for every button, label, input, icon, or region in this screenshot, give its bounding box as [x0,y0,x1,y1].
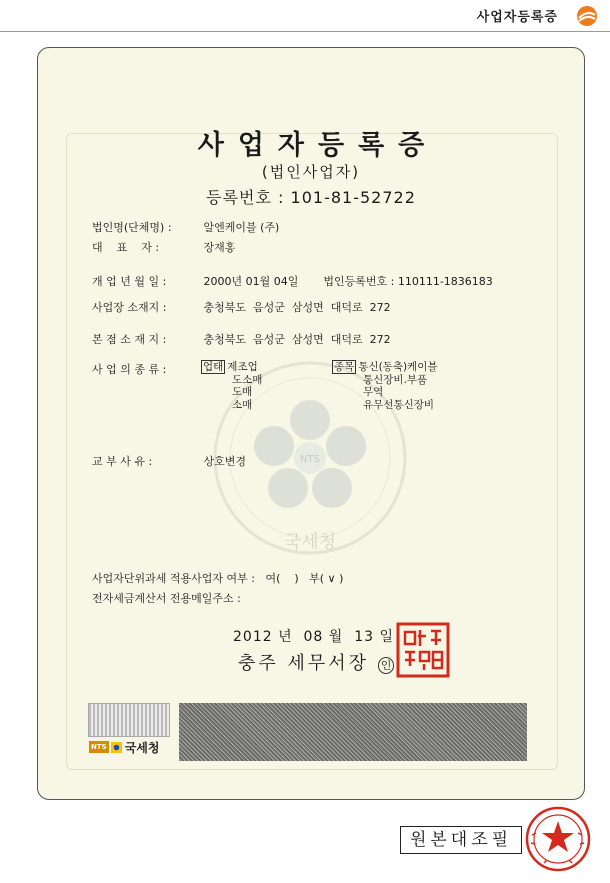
value-opening-date: 2000년 01월 04일 [203,275,299,288]
document-title: 사업자등록증 [197,130,439,161]
label-business-location: 사업장 소재지 : [92,301,167,314]
label-business-type: 사 업 의 종 류 : [92,363,167,376]
value-head-office: 충청북도 음성군 삼성면 대덕로 272 [203,333,391,346]
item-label: 종목 [334,361,355,373]
nts-flower-icon [111,742,122,753]
category-item: 도매 [232,386,253,398]
label-head-office: 본 점 소 재 지 : [92,333,167,346]
svg-text:NTS: NTS [300,454,320,465]
tax-office [238,649,394,675]
business-item-list [332,361,438,411]
row-opening-date [92,273,493,289]
category-item: 소매 [232,398,253,411]
category-label: 업태 [203,361,224,373]
row-representative [92,239,235,255]
issue-date: 2012 년 08 월 13 일 [233,629,394,645]
value-corp-reg: 110111-1836183 [397,275,493,288]
row-company-name [92,219,279,235]
barcode [88,703,170,737]
business-item: 무역 [363,386,384,398]
label-company-name: 법인명(단체명) : [92,221,172,234]
document-subtitle: (법인사업자) [261,163,361,181]
label-representative: 대 표 자 : [92,241,160,254]
business-item: 유무선통신장비 [363,398,435,411]
row-einvoice-email: 전자세금계산서 전용메일주소 : [92,592,241,605]
value-representative: 장재홍 [203,241,236,254]
row-business-location [92,299,391,315]
red-seal-icon [396,622,450,678]
registration-value: 101-81-52722 [290,188,416,207]
row-unit-tax: 사업자단위과세 적용사업자 여부 : 여( ) 부( ∨ ) [92,572,344,585]
business-item: 통신(동축)케이블 [358,361,438,373]
nts-badge: NTS [91,743,107,751]
registration-label: 등록번호 : [206,188,285,207]
round-seal-icon [524,805,592,873]
row-business-type [92,361,200,377]
original-copy-stamp: 원본대조필 [400,826,522,854]
logo-icon [576,5,598,27]
category-item: 제조업 [227,361,258,373]
header-title: 사업자등록증 [476,10,558,25]
tax-office-name: 충주 세무서장 [238,653,370,674]
value-company-name: 알엔케이블 (주) [203,221,280,234]
value-issue-reason: 상호변경 [203,455,247,468]
business-item: 통신장비.부품 [363,373,428,386]
label-corp-reg: 법인등록번호 : [323,275,395,288]
nts-logo [89,737,159,757]
label-opening-date: 개 업 년 월 일 : [92,275,167,288]
value-business-location: 충청북도 음성군 삼성면 대덕로 272 [203,301,391,314]
seal-mark: 인 [378,657,395,674]
registration-number [38,185,584,208]
category-item: 도소매 [232,373,263,386]
security-pattern [179,703,527,761]
certificate [37,47,585,800]
nts-text: 국세청 [124,740,160,755]
row-head-office [92,331,391,347]
header-divider [0,31,610,32]
watermark-label: 국세청 [283,532,337,553]
business-category-list [201,361,262,411]
label-issue-reason: 교 부 사 유 : [92,455,153,468]
row-issue-reason [92,453,246,469]
